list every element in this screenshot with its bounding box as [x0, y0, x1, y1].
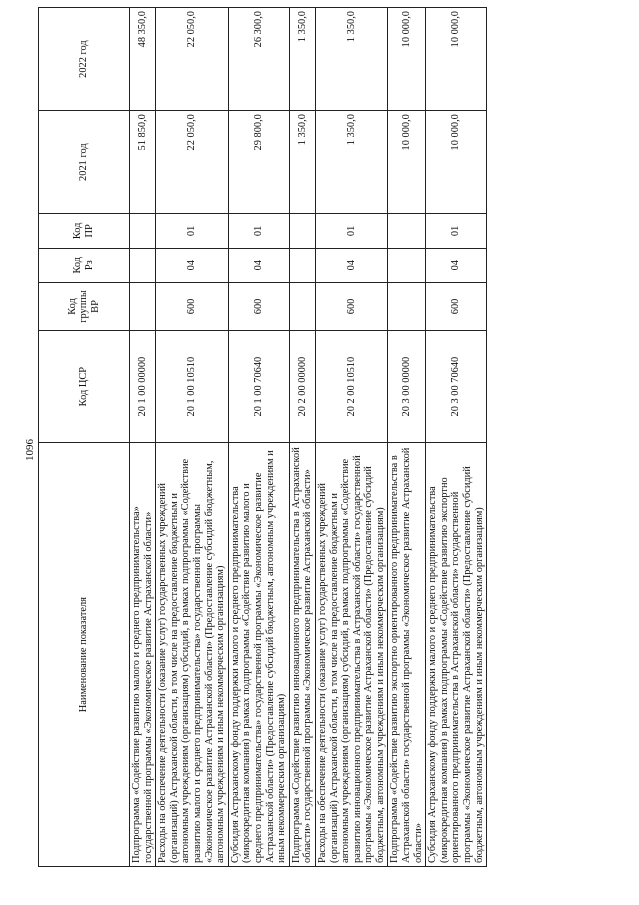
table-header-row [39, 8, 130, 867]
row-pr [289, 214, 315, 248]
row-name: Подпрограмма «Содействие развитию инновационного предпринимательства в Астраханской области» государственной программы «Экономическое развитие Астраханской области» [289, 443, 315, 867]
header-2022: 2022 год [39, 8, 130, 111]
row-name: Субсидия Астраханскому фонду поддержки малого и среднего предпринимательства (микрокредитная компания) в рамках подпрограммы «Содействие развитию малого и среднего предпринимательства» государственной программы «Экономическое развитие Астраханской области» (Предоставление субсидий бюджетным, автономным учреждениям и иным некоммерческим организациям) [228, 443, 289, 867]
header-2021: 2021 год [39, 111, 130, 214]
row-2022: 1 350,0 [315, 8, 388, 111]
row-pr: 01 [228, 214, 289, 248]
row-vr: 600 [156, 282, 229, 330]
row-2021: 10 000,0 [388, 111, 426, 214]
row-rz: 04 [156, 248, 229, 282]
row-rz: 04 [315, 248, 388, 282]
table-row [156, 8, 229, 867]
row-csr: 20 2 00 10510 [315, 331, 388, 443]
row-rz [289, 248, 315, 282]
header-rz: Код Рз [39, 248, 130, 282]
row-rz [388, 248, 426, 282]
row-vr [289, 282, 315, 330]
table-row [426, 8, 487, 867]
row-2022: 26 300,0 [228, 8, 289, 111]
row-vr: 600 [426, 282, 487, 330]
row-vr [130, 282, 156, 330]
row-2021: 10 000,0 [426, 111, 487, 214]
row-csr: 20 2 00 00000 [289, 331, 315, 443]
row-pr: 01 [426, 214, 487, 248]
row-csr: 20 1 00 10510 [156, 331, 229, 443]
row-csr: 20 1 00 70640 [228, 331, 289, 443]
row-2021: 29 800,0 [228, 111, 289, 214]
table-row [388, 8, 426, 867]
row-name: Подпрограмма «Содействие развитию экспортно ориентированного предпринимательства в Астраханской области» государственной программы «Экономическое развитие Астраханской области» [388, 443, 426, 867]
row-rz [130, 248, 156, 282]
row-csr: 20 1 00 00000 [130, 331, 156, 443]
row-pr: 01 [315, 214, 388, 248]
table-row [289, 8, 315, 867]
row-rz: 04 [228, 248, 289, 282]
row-2021: 22 050,0 [156, 111, 229, 214]
row-vr: 600 [315, 282, 388, 330]
row-csr: 20 3 00 00000 [388, 331, 426, 443]
row-2022: 10 000,0 [426, 8, 487, 111]
header-vr: Код группы ВР [39, 282, 130, 330]
header-csr: Код ЦСР [39, 331, 130, 443]
table-row [130, 8, 156, 867]
budget-table [38, 7, 487, 867]
row-2022: 10 000,0 [388, 8, 426, 111]
row-2022: 48 350,0 [130, 8, 156, 111]
row-rz: 04 [426, 248, 487, 282]
row-2021: 1 350,0 [315, 111, 388, 214]
table-row [315, 8, 388, 867]
header-name: Наименование показателя [39, 443, 130, 867]
page-number: 1096 [24, 439, 36, 461]
row-name: Расходы на обеспечение деятельности (оказание услуг) государственных учреждений (организаций) Астраханской области, в том числе на предоставление бюджетным и автономным учреждениям (организациям) субсидий, в рамках подпрограммы «Содействие развитию инновационного предпринимательства в Астраханской области» государственной программы «Экономическое развитие Астраханской области» (Предоставление субсидий бюджетным, автономным учреждениям и иным некоммерческим организациям) [315, 443, 388, 867]
row-2022: 1 350,0 [289, 8, 315, 111]
row-pr: 01 [156, 214, 229, 248]
row-name: Расходы на обеспечение деятельности (оказание услуг) государственных учреждений (организаций) Астраханской области, в том числе на предоставление бюджетным и автономным учреждениям (организациям) субсидий, в рамках подпрограммы «Содействие развитию малого и среднего предпринимательства» государственной программы «Экономическое развитие Астраханской области» (Предоставление субсидий бюджетным, автономным учреждениям и иным некоммерческим организациям) [156, 443, 229, 867]
row-pr [388, 214, 426, 248]
row-csr: 20 3 00 70640 [426, 331, 487, 443]
header-pr: Код ПР [39, 214, 130, 248]
table-row [228, 8, 289, 867]
row-2021: 1 350,0 [289, 111, 315, 214]
row-vr [388, 282, 426, 330]
row-2022: 22 050,0 [156, 8, 229, 111]
row-pr [130, 214, 156, 248]
row-vr: 600 [228, 282, 289, 330]
row-2021: 51 850,0 [130, 111, 156, 214]
row-name: Субсидия Астраханскому фонду поддержки малого и среднего предпринимательства (микрокредитная компания) в рамках подпрограммы «Содействие развитию экспортно ориентированного предпринимательства в Астраханской области» государственной программы «Экономическое развитие Астраханской области» (Предоставление субсидий бюджетным, автономным учреждениям и иным некоммерческим организациям) [426, 443, 487, 867]
row-name: Подпрограмма «Содействие развитию малого и среднего предпринимательства» государственной программы «Экономическое развитие Астраханской области» [130, 443, 156, 867]
